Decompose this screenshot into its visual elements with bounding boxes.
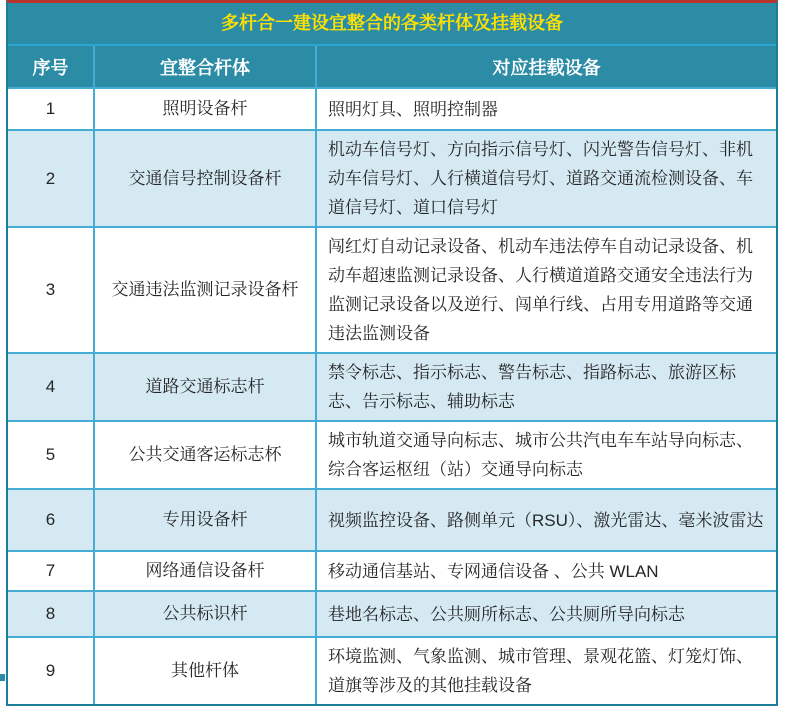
cell-pole: 公共交通客运标志杯: [94, 421, 316, 489]
cell-index: 8: [8, 591, 94, 637]
table-row: [8, 130, 776, 227]
table-row: [8, 227, 776, 353]
cell-index: 7: [8, 551, 94, 591]
table-row: [8, 591, 776, 637]
cell-devices: 机动车信号灯、方向指示信号灯、闪光警告信号灯、非机动车信号灯、人行横道信号灯、道路交通流检测设备、车道信号灯、道口信号灯: [316, 130, 776, 227]
table-row: [8, 489, 776, 551]
cell-pole: 其他杆体: [94, 637, 316, 704]
table-row: [8, 421, 776, 489]
cell-index: 2: [8, 130, 94, 227]
cell-pole: 道路交通标志杆: [94, 353, 316, 421]
cell-index: 4: [8, 353, 94, 421]
poles-table-container: [6, 0, 778, 706]
cell-devices: 环境监测、气象监测、城市管理、景观花篮、灯笼灯饰、道旗等涉及的其他挂载设备: [316, 637, 776, 704]
cell-pole: 专用设备杆: [94, 489, 316, 551]
column-header-mounted-devices: 对应挂载设备: [316, 46, 776, 88]
table-title: 多杆合一建设宜整合的各类杆体及挂载设备: [8, 3, 776, 46]
cell-devices: 城市轨道交通导向标志、城市公共汽电车车站导向标志、综合客运枢纽（站）交通导向标志: [316, 421, 776, 489]
cell-devices: 闯红灯自动记录设备、机动车违法停车自动记录设备、机动车超速监测记录设备、人行横道道路交通安全违法行为监测记录设备以及逆行、闯单行线、占用专用道路等交通违法监测设备: [316, 227, 776, 353]
cell-devices: 巷地名标志、公共厕所标志、公共厕所导向标志: [316, 591, 776, 637]
cell-pole: 网络通信设备杆: [94, 551, 316, 591]
column-header-index: 序号: [8, 46, 94, 88]
cell-devices: 照明灯具、照明控制器: [316, 88, 776, 130]
table-header-row: [8, 46, 776, 88]
cell-pole: 交通违法监测记录设备杆: [94, 227, 316, 353]
column-header-pole-type: 宜整合杆体: [94, 46, 316, 88]
cell-pole: 交通信号控制设备杆: [94, 130, 316, 227]
cell-index: 6: [8, 489, 94, 551]
table-row: [8, 353, 776, 421]
cell-index: 3: [8, 227, 94, 353]
cell-devices: 禁令标志、指示标志、警告标志、指路标志、旅游区标志、告示标志、辅助标志: [316, 353, 776, 421]
cell-pole: 照明设备杆: [94, 88, 316, 130]
poles-table: [8, 46, 776, 704]
cell-devices: 视频监控设备、路侧单元（RSU）、激光雷达、毫米波雷达: [316, 489, 776, 551]
cell-index: 9: [8, 637, 94, 704]
cell-devices: 移动通信基站、专网通信设备 、公共 WLAN: [316, 551, 776, 591]
table-row: [8, 88, 776, 130]
cell-index: 1: [8, 88, 94, 130]
cell-pole: 公共标识杆: [94, 591, 316, 637]
table-row: [8, 551, 776, 591]
table-row: [8, 637, 776, 704]
cell-index: 5: [8, 421, 94, 489]
bottom-left-corner-mark: [0, 674, 5, 681]
